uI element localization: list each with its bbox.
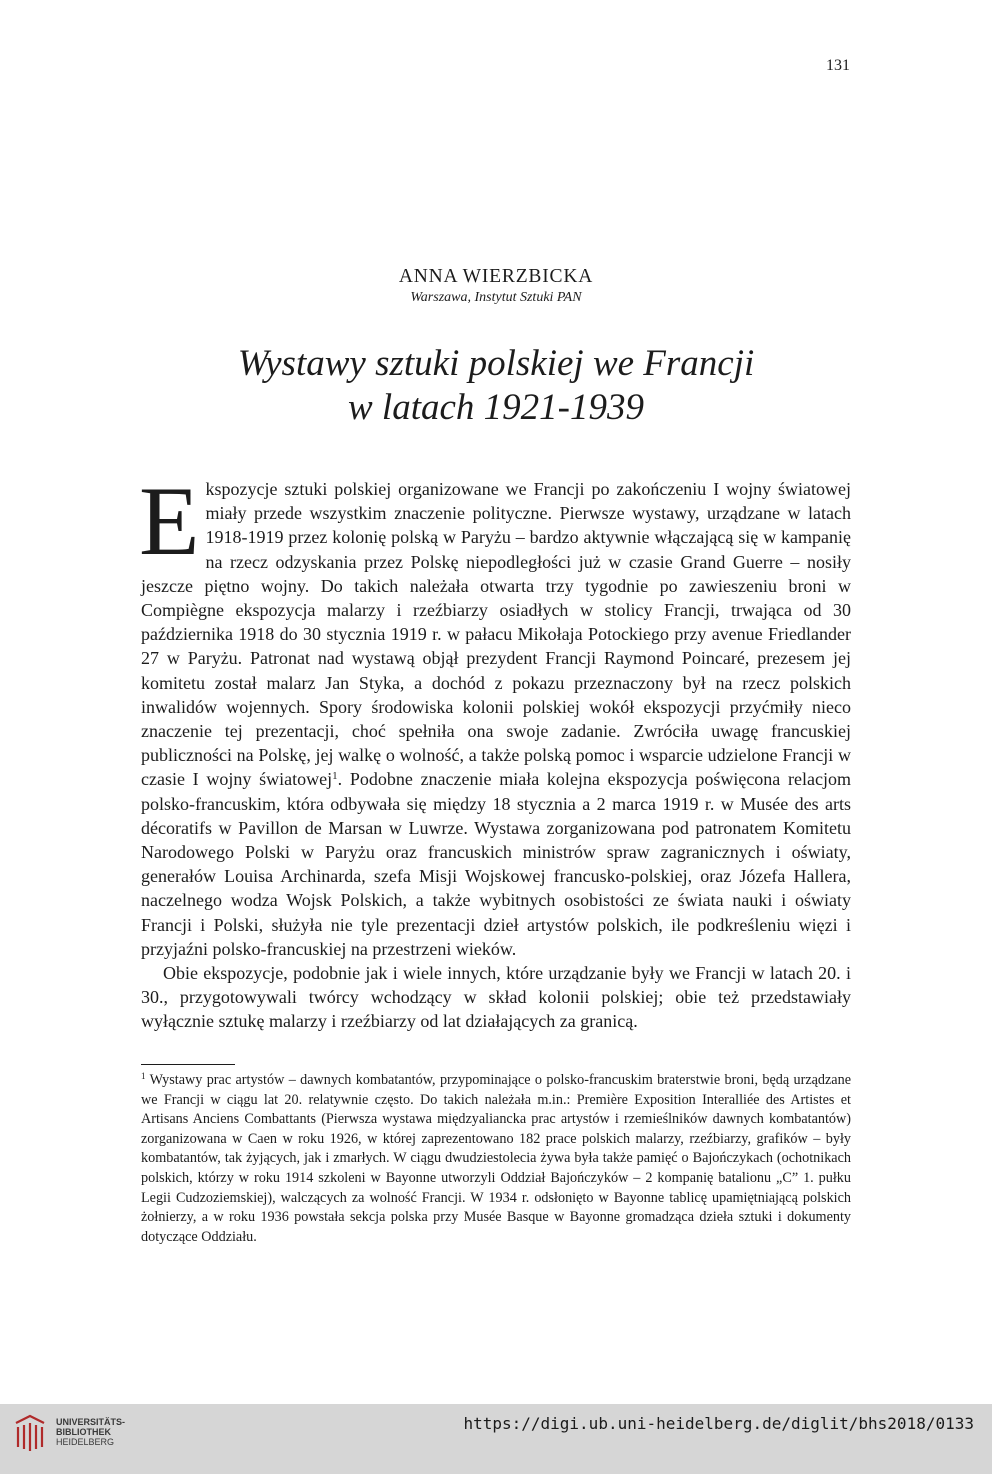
author-name: ANNA WIERZBICKA <box>398 266 594 287</box>
library-logo-text <box>56 1417 125 1447</box>
paragraph-2: Obie ekspozycje, podobnie jak i wiele innych, które urządzanie były we Francji w latach 20. i 30., przygotowywali twórcy wchodzący w skład kolonii polskiej; obie też przedstawiały wyłącznie sztukę malarzy i rzeźbiarzy od lat działających za granicą. <box>141 963 851 1032</box>
footnote-marker: 1 <box>141 1071 146 1081</box>
source-url-link[interactable]: https://digi.ub.uni-heidelberg.de/diglit/bhs2018/0133 <box>463 1414 974 1433</box>
article-body <box>139 467 851 1034</box>
paragraph-1-text-a: kspozycje sztuki polskiej organizowane we Francji po zakończeniu I wojny światowej miały przede wszystkim znaczenie polityczne. Pierwsze wystawy, urządzane w latach 1918-1919 przez kolonię polską w Paryżu – bardzo aktywnie włączającą się w kampanię na rzecz odzyskania przez Polskę niepodległości już w czasie Grand Guerre – nosiły jeszcze piętno wojny. Do takich należała otwarta trzy tygodnie po zawieszeniu broni w Compiègne ekspozycja malarzy i rzeźbiarzy osiadłych w stolicy Francji, trwająca od 30 października 1918 do 30 stycznia 1919 r. w pałacu Mikołaja Potockiego przy avenue Friedlander 27 w Paryżu. Patronat nad wystawą objął prezydent Francji Raymond Poincaré, prezesem jej komitetu został malarz Jan Styka, a dochód z pokazu przeznaczony był na rzecz polskich inwalidów wojennych. Spory środowiska kolonii polskiej wokół ekspozycji przyćmiły nieco znaczenie tej prezentacji, choć spełniła ona swoje zadanie. Zwróciła uwagę francuskiej publiczności na Polskę, jej walkę o wolność, a także polską pomoc i wsparcie udzielone Francji w czasie I wojny światowej <box>141 479 851 790</box>
footnote-1 <box>141 1071 851 1247</box>
logo-line-1: UNIVERSITÄTS- <box>56 1417 126 1427</box>
digitization-footer-bar <box>0 1404 992 1474</box>
paragraph-1 <box>139 467 851 961</box>
page-number: 131 <box>826 57 850 74</box>
article-title <box>0 342 992 430</box>
title-line-1: Wystawy sztuki polskiej we Francji <box>237 343 755 384</box>
footnote-divider <box>141 1064 235 1065</box>
library-logo-icon <box>12 1413 48 1453</box>
paragraph-1-text-b: . Podobne znaczenie miała kolejna ekspozycja poświęcona relacjom polsko-francuskim, która odbywała się między 18 stycznia a 2 marca 1919 r. w Musée des arts décoratifs w Pavillon de Marsan w Luwrze. Wystawa zorganizowana pod patronatem Komitetu Narodowego Polski w Paryżu oraz francuskich ministrów spraw zagranicznych i oświaty, generałów Louisa Archinarda, szefa Misji Wojskowej francusko-polskiej, oraz Józefa Hallera, naczelnego wodza Wojsk Polskich, a także wybitnych osobistości ze świata nauki i oświaty Francji i Polski, służyła nie tyle prezentacji dzieł artystów polskich, ile podkreśleniu więzi i przyjaźni polsko-francuskiej na przestrzeni wieków. <box>141 769 851 959</box>
footnote-text: Wystawy prac artystów – dawnych kombatantów, przypominające o polsko-francuskim braterstwie broni, będą urządzane we Francji w ciągu lat 20. relatywnie często. Do takich należała m.in.: Première Exposition Interalliée des Artistes et Artisans Anciens Combattants (Pierwsza wystawa międzyaliancka prac artystów i rzemieślników dawnych kombatantów) zorganizowana w Caen w roku 1926, w której zaprezentowano 182 prace polskich malarzy, rzeźbiarzy, grafików – były kombatantów, tak żyjących, jak i zmarłych. W ciągu dwudziestolecia żywa była także pamięć o Bajończykach (ochotnikach polskich, którzy w roku 1914 szkoleni w Bayonne utworzyli Oddział Bajończyków – 2 kompanię batalionu „C” 1. pułku Legii Cudzoziemskiej), walczących za wolność Francji. W 1934 r. odsłonięto w Bayonne tablicę upamiętniającą polskich żołnierzy, a w roku 1936 powstała sekcja polska przy Musée Basque w Bayonne gromadząca dzieła sztuki i dokumenty dotyczące Oddziału. <box>141 1072 851 1245</box>
author-affiliation: Warszawa, Instytut Sztuki PAN <box>410 290 582 305</box>
drop-cap: E <box>139 467 200 576</box>
logo-line-2: BIBLIOTHEK <box>56 1427 111 1437</box>
footnote-reference[interactable]: 1 <box>332 770 338 783</box>
title-line-2: w latach 1921-1939 <box>348 387 644 428</box>
logo-line-3: HEIDELBERG <box>56 1437 115 1447</box>
